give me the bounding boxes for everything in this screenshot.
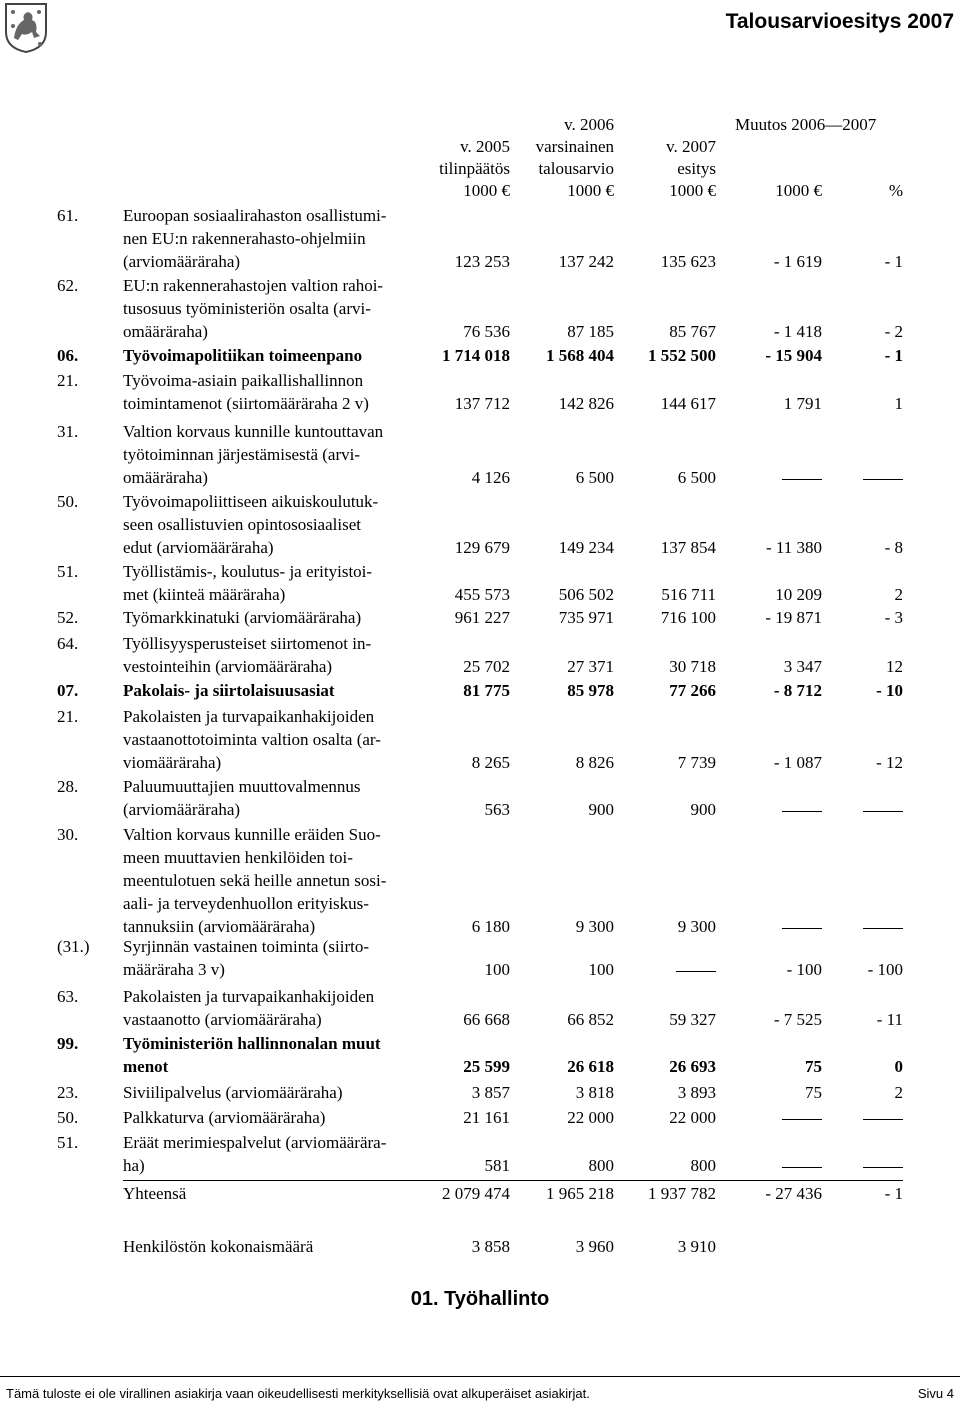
row-value: 2 — [894, 585, 903, 604]
column-header-percent: % — [888, 181, 903, 200]
row-description-line: vastaanotto (arviomääräraha) — [123, 1010, 322, 1029]
row-value: 3 347 — [783, 657, 822, 676]
dash-value — [863, 466, 903, 489]
row-description-line: seen osallistuvien opintososiaaliset — [123, 515, 361, 534]
dash-line — [782, 1167, 822, 1168]
column-header-change: Muutos 2006—2007 — [735, 115, 877, 134]
row-value: 66 852 — [567, 1010, 614, 1029]
row-value: 6 180 — [471, 917, 510, 936]
row-description-line: vastaanottotoiminta valtion osalta (ar- — [123, 730, 381, 749]
document-title: Talousarvioesitys 2007 — [725, 10, 954, 33]
row-description-line: met (kiinteä määräraha) — [123, 585, 286, 604]
row-description-line: Syrjinnän vastainen toiminta (siirto- — [123, 937, 369, 956]
row-value: 506 502 — [558, 585, 614, 604]
row-value: - 8 712 — [773, 681, 822, 700]
personnel-label: Henkilöstön kokonaismäärä — [123, 1237, 314, 1256]
dash-line — [782, 928, 822, 929]
row-description-line: meen muuttavien henkilöiden toi- — [123, 848, 353, 867]
row-value: 30 718 — [669, 657, 716, 676]
row-description-line: (arviomääräraha) — [123, 252, 241, 271]
row-description-line: Valtion korvaus kunnille eräiden Suo- — [123, 825, 381, 844]
row-description — [123, 606, 423, 629]
dash-line — [676, 971, 716, 972]
row-number: 62. — [57, 276, 79, 295]
row-description — [123, 420, 423, 489]
row-value: 961 227 — [454, 608, 510, 627]
row-number: 51. — [57, 562, 79, 581]
row-value: 59 327 — [669, 1010, 716, 1029]
dash-value — [863, 798, 903, 821]
row-value: 123 253 — [454, 252, 510, 271]
row-value: - 19 871 — [765, 608, 822, 627]
row-value: 900 — [690, 800, 716, 819]
row-description — [123, 823, 423, 938]
row-value: 144 617 — [660, 394, 716, 413]
row-description-line: tannuksiin (arviomääräraha) — [123, 917, 316, 936]
dash-value — [863, 1106, 903, 1129]
dash-value — [782, 1154, 822, 1177]
row-description — [123, 679, 423, 702]
row-number: 50. — [57, 1108, 79, 1127]
row-value: - 1 619 — [773, 252, 822, 271]
row-value: 8 826 — [575, 753, 614, 772]
row-description-line: nen EU:n rakennerahasto-ohjelmiin — [123, 229, 366, 248]
dash-value — [782, 466, 822, 489]
row-description-line: aali- ja terveydenhuollon erityiskus- — [123, 894, 369, 913]
dash-line — [782, 479, 822, 480]
total-value: - 27 436 — [765, 1184, 822, 1203]
row-value: 85 767 — [669, 322, 716, 341]
row-value: 1 552 500 — [648, 346, 716, 365]
row-value: 75 — [805, 1057, 822, 1076]
personnel-value: 3 858 — [471, 1237, 510, 1256]
row-number: 31. — [57, 422, 79, 441]
row-value: 149 234 — [558, 538, 614, 557]
row-value: 76 536 — [463, 322, 510, 341]
row-value: 12 — [886, 657, 903, 676]
row-value: 100 — [484, 960, 510, 979]
row-description — [123, 1081, 423, 1104]
dash-line — [863, 811, 903, 812]
row-number: 06. — [57, 346, 79, 365]
row-description-line: Paluumuuttajien muuttovalmennus — [123, 777, 361, 796]
row-description — [123, 1106, 423, 1129]
row-value: 1 568 404 — [546, 346, 614, 365]
row-description-line: vestointeihin (arviomääräraha) — [123, 657, 333, 676]
row-value: 716 100 — [660, 608, 716, 627]
row-value: 22 000 — [669, 1108, 716, 1127]
row-description-line: Euroopan sosiaalirahaston osallistumi- — [123, 206, 387, 225]
row-description-line: Pakolaisten ja turvapaikanhakijoiden — [123, 707, 375, 726]
row-value: 10 209 — [775, 585, 822, 604]
row-value: 87 185 — [567, 322, 614, 341]
row-description-line: työtoiminnan järjestämisestä (arvi- — [123, 445, 360, 464]
row-description-line: omääräraha) — [123, 468, 208, 487]
row-value: 129 679 — [454, 538, 510, 557]
row-description — [123, 775, 423, 821]
column-header-2006: v. 2006 varsinainen talousarvio 1000 € — [535, 115, 614, 200]
row-value: - 7 525 — [773, 1010, 822, 1029]
row-value: - 1 — [884, 252, 903, 271]
row-description — [123, 204, 423, 273]
row-description-line: ha) — [123, 1156, 145, 1175]
row-description-line: Työmarkkinatuki (arviomääräraha) — [123, 608, 362, 627]
row-value: 563 — [484, 800, 510, 819]
row-value: 3 857 — [471, 1083, 510, 1102]
row-value: - 2 — [884, 322, 903, 341]
row-number: 50. — [57, 492, 79, 511]
personnel-value: 3 960 — [575, 1237, 614, 1256]
row-description-line: Työministeriön hallinnonalan muut — [123, 1034, 381, 1053]
row-value: 800 — [690, 1156, 716, 1175]
row-description-line: menot — [123, 1057, 169, 1076]
row-value: - 8 — [884, 538, 903, 557]
row-value: 4 126 — [471, 468, 510, 487]
row-value: 800 — [588, 1156, 614, 1175]
row-value: 735 971 — [558, 608, 614, 627]
row-value: 142 826 — [558, 394, 614, 413]
total-value: 2 079 474 — [442, 1184, 510, 1203]
column-header-2007: v. 2007 esitys 1000 € — [666, 137, 716, 200]
row-number: 61. — [57, 206, 79, 225]
row-description-line: määräraha 3 v) — [123, 960, 225, 979]
dash-line — [863, 479, 903, 480]
row-description-line: Pakolais- ja siirtolaisuusasiat — [123, 681, 335, 700]
row-value: 25 599 — [463, 1057, 510, 1076]
row-description — [123, 490, 423, 559]
row-value: 27 371 — [567, 657, 614, 676]
row-value: 3 818 — [575, 1083, 614, 1102]
row-number: (31.) — [57, 937, 90, 956]
row-value: 0 — [894, 1057, 903, 1076]
dash-line — [863, 1167, 903, 1168]
row-value: 75 — [805, 1083, 822, 1102]
row-value: 25 702 — [463, 657, 510, 676]
row-description-line: Työvoimapolitiikan toimeenpano — [123, 346, 363, 365]
dash-value — [863, 1154, 903, 1177]
row-value: 137 242 — [558, 252, 614, 271]
row-value: - 100 — [867, 960, 903, 979]
row-value: 85 978 — [567, 681, 614, 700]
page-number: Sivu 4 — [917, 1386, 954, 1401]
row-value: 6 500 — [677, 468, 716, 487]
row-description — [123, 632, 423, 678]
row-value: - 10 — [876, 681, 903, 700]
row-value: 26 693 — [669, 1057, 716, 1076]
row-number: 21. — [57, 371, 79, 390]
row-value: 22 000 — [567, 1108, 614, 1127]
row-number: 23. — [57, 1083, 79, 1102]
row-value: 1 — [894, 394, 903, 413]
row-value: 77 266 — [669, 681, 716, 700]
row-description — [123, 1131, 423, 1177]
row-value: 26 618 — [567, 1057, 614, 1076]
dash-value — [863, 915, 903, 938]
row-value: - 11 380 — [765, 538, 822, 557]
row-number: 30. — [57, 825, 79, 844]
row-description-line: omääräraha) — [123, 322, 208, 341]
row-description — [123, 560, 423, 606]
total-rule — [123, 1180, 903, 1181]
row-value: - 100 — [786, 960, 822, 979]
row-description-line: Työllisyysperusteiset siirtomenot in- — [123, 634, 372, 653]
row-value: - 1 418 — [773, 322, 822, 341]
row-value: 137 854 — [660, 538, 716, 557]
dash-line — [863, 1119, 903, 1120]
row-description-line: EU:n rakennerahastojen valtion rahoi- — [123, 276, 384, 295]
row-description-line: Pakolaisten ja turvapaikanhakijoiden — [123, 987, 375, 1006]
row-value: 100 — [588, 960, 614, 979]
row-description — [123, 344, 423, 367]
row-description-line: Palkkaturva (arviomääräraha) — [123, 1108, 326, 1127]
dash-line — [782, 1119, 822, 1120]
row-description-line: meentulotuen sekä heille annetun sosi- — [123, 871, 387, 890]
dash-line — [782, 811, 822, 812]
row-value: 2 — [894, 1083, 903, 1102]
row-description-line: Työllistämis-, koulutus- ja erityistoi- — [123, 562, 373, 581]
dash-value — [676, 958, 716, 981]
row-description-line: Työvoimapoliittiseen aikuiskoulutuk- — [123, 492, 379, 511]
dash-line — [863, 928, 903, 929]
row-value: 8 265 — [471, 753, 510, 772]
row-description — [123, 935, 423, 981]
row-description — [123, 705, 423, 774]
row-description — [123, 985, 423, 1031]
row-description-line: Siviilipalvelus (arviomääräraha) — [123, 1083, 343, 1102]
column-header-change-unit: 1000 € — [775, 181, 822, 200]
row-description-line: viomääräraha) — [123, 753, 222, 772]
section-title: 01. Työhallinto — [410, 1288, 550, 1310]
lion-coat-of-arms-icon — [4, 2, 48, 54]
row-value: - 11 — [876, 1010, 903, 1029]
row-description-line: Työvoima-asiain paikallishallinnon — [123, 371, 364, 390]
row-value: 81 775 — [463, 681, 510, 700]
row-number: 99. — [57, 1034, 79, 1053]
row-value: 66 668 — [463, 1010, 510, 1029]
row-value: 135 623 — [660, 252, 716, 271]
dash-value — [782, 915, 822, 938]
row-number: 63. — [57, 987, 79, 1006]
row-value: 900 — [588, 800, 614, 819]
row-number: 28. — [57, 777, 79, 796]
row-value: 455 573 — [454, 585, 510, 604]
total-label: Yhteensä — [123, 1184, 187, 1203]
row-description — [123, 369, 423, 415]
row-value: 7 739 — [677, 753, 716, 772]
row-number: 07. — [57, 681, 79, 700]
row-value: 9 300 — [677, 917, 716, 936]
column-header-2005: v. 2005 tilinpäätös 1000 € — [439, 137, 510, 200]
row-number: 52. — [57, 608, 79, 627]
row-value: - 12 — [876, 753, 903, 772]
row-value: - 15 904 — [765, 346, 822, 365]
row-value: 6 500 — [575, 468, 614, 487]
dash-value — [782, 798, 822, 821]
dash-value — [782, 1106, 822, 1129]
footer-note: Tämä tuloste ei ole virallinen asiakirja vaan oikeudellisesti merkityksellisiä ovat alkuperäiset asiakirjat. — [6, 1386, 590, 1401]
row-description-line: Valtion korvaus kunnille kuntouttavan — [123, 422, 384, 441]
row-description-line: edut (arviomääräraha) — [123, 538, 274, 557]
row-number: 64. — [57, 634, 79, 653]
row-description-line: (arviomääräraha) — [123, 800, 241, 819]
row-value: - 3 — [884, 608, 903, 627]
row-description-line: Eräät merimiespalvelut (arviomäärära- — [123, 1133, 387, 1152]
footer-divider — [0, 1376, 960, 1377]
total-value: 1 937 782 — [648, 1184, 716, 1203]
personnel-value: 3 910 — [677, 1237, 716, 1256]
row-description — [123, 274, 423, 343]
row-value: 9 300 — [575, 917, 614, 936]
row-number: 21. — [57, 707, 79, 726]
row-value: 581 — [484, 1156, 510, 1175]
row-value: 1 791 — [783, 394, 822, 413]
row-value: 3 893 — [677, 1083, 716, 1102]
row-value: 21 161 — [463, 1108, 510, 1127]
row-description-line: tusosuus työministeriön osalta (arvi- — [123, 299, 371, 318]
row-value: - 1 — [884, 346, 903, 365]
row-number: 51. — [57, 1133, 79, 1152]
row-value: - 1 087 — [773, 753, 822, 772]
total-value: - 1 — [884, 1184, 903, 1203]
total-value: 1 965 218 — [546, 1184, 614, 1203]
row-value: 516 711 — [661, 585, 716, 604]
row-value: 137 712 — [454, 394, 510, 413]
row-description-line: toimintamenot (siirtomääräraha 2 v) — [123, 394, 369, 413]
row-value: 1 714 018 — [442, 346, 510, 365]
row-description — [123, 1032, 423, 1078]
